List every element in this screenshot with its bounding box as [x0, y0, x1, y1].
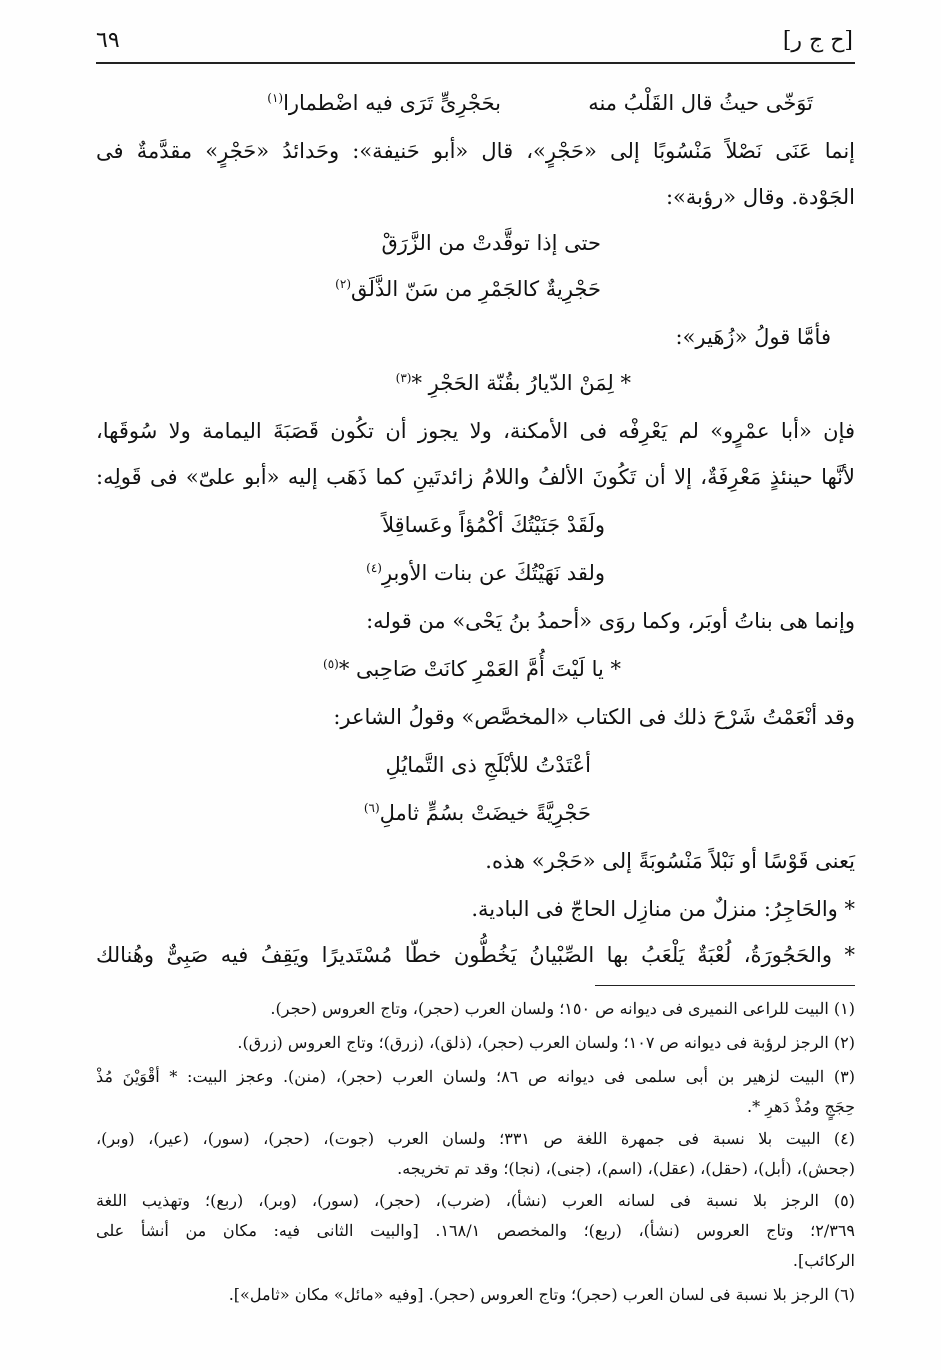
verse6-line-2	[364, 796, 591, 830]
footnote-ref-1: (١)	[267, 91, 284, 105]
page-header	[96, 28, 853, 58]
paragraph-2-line: فأمَّا قولُ «زُهَير»:	[675, 325, 831, 349]
paragraph-6-line: يَعنى قَوْسًا أو نَبْلاً مَنْسُوبَةً إلى «حَجْر» هذه.	[485, 849, 855, 873]
verse1-second-hemistich	[267, 86, 501, 120]
verse1-second-text: بحَجْرِىٍّ تَرَى فيه اضْطمارا	[283, 91, 501, 115]
verse4-line-2	[366, 556, 605, 590]
footnote-5-line-3: الركائب].	[792, 1251, 855, 1270]
paragraph-1-line-1: إنما عَنَى نَصْلاً مَنْسُوبًا إلى «حَجْرٍ»، قال «أبو حَنيفة»: وحَدائدُ «حَجْرٍ» مقدَّمةٌ فى	[96, 139, 855, 163]
footnote-5-line-2: ٢/٣٦٩؛ وتاج العروس (نشأ)، (ربع)؛ والمخصص ١٦٨/١. [والبيت الثانى فيه: مكان من أنشأ على	[96, 1221, 855, 1240]
header-rule	[96, 62, 855, 64]
paragraph-3-line-2: لأنَّها حينئذٍ مَعْرِفَةٌ، إلا أن تَكُونَ الألفُ واللامُ زائدتَينِ كما ذَهَب إليه «أبو علىّ» فى قَولِه:	[96, 465, 855, 489]
footnote-3-line-2: حِجَجٍ ومُذْ دَهرِ *.	[747, 1097, 855, 1116]
paragraph-8-line: * والحَجُورَةُ، لُعْبَةٌ يَلْعَبُ بها الصِّبْيانُ يَخُطُّون خطّا مُسْتَديرًا ويَقِفُ فيه صَبِىٌّ وهُنالك	[96, 943, 855, 967]
footnote-5-line-1: (٥) الرجز بلا نسبة فى لسانه العرب (نشأ)، (ضرب)، (حجر)، (سور)، (وبر)، (ربع)؛ وتهذيب اللغة	[96, 1191, 856, 1210]
paragraph-4-line: وإنما هى بناتُ أوبَر، وكما روَى «أحمدُ بنُ يَحْى» من قوله:	[366, 609, 855, 633]
paragraph-1-line-2: الجَوْدة. وقال «رؤبة»:	[665, 185, 855, 209]
verse4-line-2-text: ولقد نَهَيْتُكَ عن بنات الأوبرِ	[381, 561, 605, 585]
verse6-line-1: أعْتَدْتُ للأبْلَجِ ذى التَّمايُلِ	[385, 753, 591, 777]
footnote-ref-6: (٦)	[363, 801, 380, 815]
footnote-3-line-1: (٣) البيت لزهير بن أبى سلمى فى ديوانه ص ٨٦؛ ولسان العرب (حجر)، (منن). وعجز البيت: * أقْوَيْنَ مُذْ	[96, 1067, 855, 1086]
verse5	[323, 652, 621, 686]
verse5-text: * يا لَيْتَ أُمَّ العَمْرِ كانَتْ صَاحِبى *	[338, 657, 621, 681]
paragraph-3-line-1: فإن «أبا عمْرٍو» لم يَعْرِفْه فى الأمكنة، ولا يجوز أن تكُون قَصَبَةَ اليمامة ولا سُوقَها،	[96, 419, 855, 443]
verse2-line-2	[335, 272, 601, 306]
footnote-4-line-2: (جحش)، (أبل)، (حقل)، (عقل)، (اسم)، (جنى)، (نجا)؛ وقد تم تخريجه.	[397, 1159, 855, 1178]
footnote-ref-4: (٤)	[366, 561, 382, 575]
verse3-text: * لِمَنْ الدّيارُ بقُنّة الحَجْرِ *	[411, 371, 631, 395]
verse3	[396, 366, 631, 400]
verse6-line-2-text: حَجْرِيَّةً خيضَتْ بسُمٍّ ثاملِ	[379, 801, 591, 825]
footnote-6: (٦) الرجز بلا نسبة فى لسان العرب (حجر)؛ وتاج العروس (حجر). [وفيه «مائل» مكان «ثامل»].	[228, 1285, 855, 1304]
footnote-ref-3: (٣)	[395, 371, 412, 385]
footnote-separator	[595, 985, 855, 986]
verse1-first-hemistich: تَوَخّى حيثُ قال القَلْبُ منه	[588, 91, 813, 115]
paragraph-5-line: وقد أنْعَمْتُ شَرْحَ ذلك فى الكتاب «المخصَّص» وقولُ الشاعر:	[333, 705, 855, 729]
footnote-4-line-1: (٤) البيت بلا نسبة فى جمهرة اللغة ص ٣٣١؛ ولسان العرب (جوت)، (حجر)، (سور)، (عير)، (وبر)،	[96, 1129, 856, 1148]
root-heading: [ح ج ر]	[782, 28, 853, 53]
verse4-line-1: ولَقَدْ جَنَيْتُكَ أكْمُؤاً وعَساقِلاً	[382, 513, 605, 537]
footnote-ref-2: (٢)	[335, 277, 351, 291]
footnote-1: (١) البيت للراعى النميرى فى ديوانه ص ١٥٠؛ ولسان العرب (حجر)، وتاج العروس (حجر).	[270, 999, 855, 1018]
verse2-line-1: حتى إذا توقَّدتْ من الزَّرَقْ	[381, 231, 601, 255]
footnote-2: (٢) الرجز لرؤبة فى ديوانه ص ١٠٧؛ ولسان العرب (حجر)، (ذلق)، (زرق)؛ وتاج العروس (زرق).	[237, 1033, 855, 1052]
paragraph-7-line: * والحَاجِرُ: منزلٌ من منازِل الحاجّ فى البادية.	[471, 897, 855, 921]
page-number: ٦٩	[96, 28, 120, 53]
verse2-line-2-text: حَجْرِيةٌ كالجَمْرِ من سَنّ الذَّلَق	[351, 277, 601, 301]
footnote-ref-5: (٥)	[323, 657, 339, 671]
